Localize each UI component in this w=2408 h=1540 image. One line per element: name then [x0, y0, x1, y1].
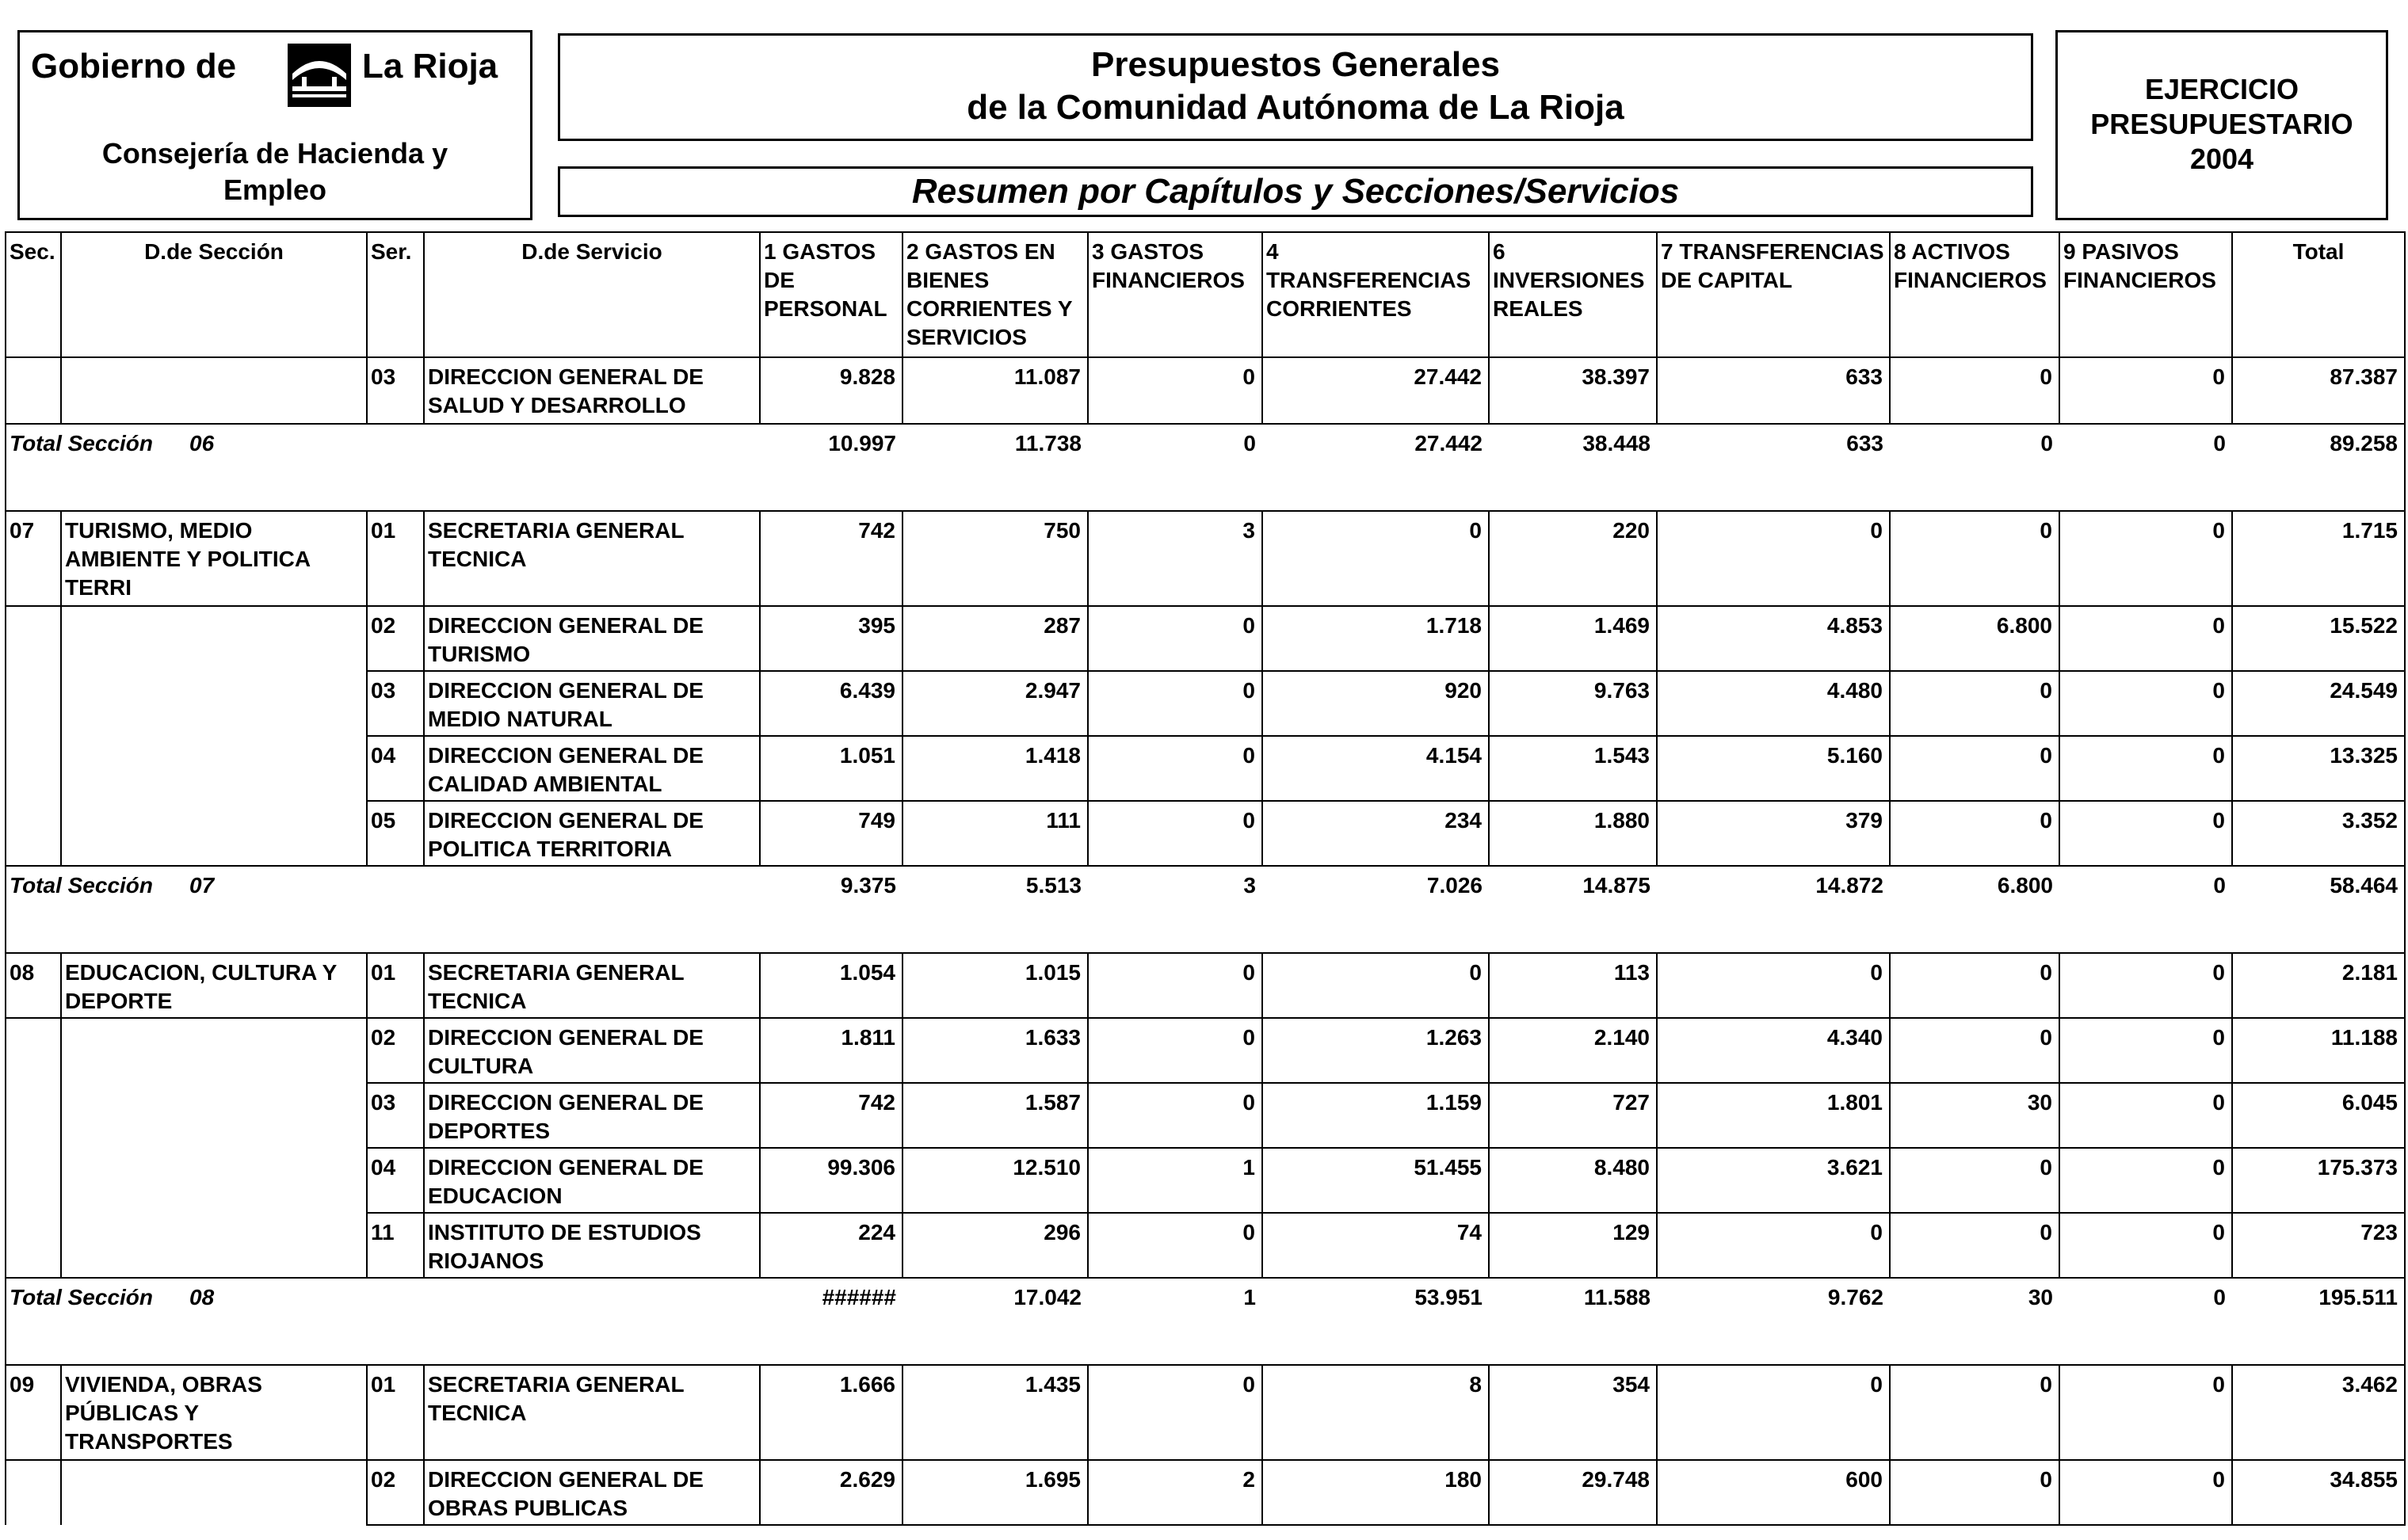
- cell-c4: 180: [1262, 1460, 1489, 1525]
- cell-c2: 1.633: [903, 1018, 1088, 1083]
- cell-c4: 920: [1262, 671, 1489, 736]
- table-row: [6, 357, 2405, 424]
- total-section-row: [6, 866, 2405, 953]
- cell-c3: 1: [1088, 1148, 1262, 1213]
- cell-c1: 1.666: [760, 1365, 903, 1460]
- cell-c6: 1.880: [1489, 801, 1657, 866]
- cell-ser: 03: [367, 671, 424, 736]
- cell-c8: 0: [1890, 1018, 2059, 1083]
- ejercicio-year: 2004: [2189, 143, 2254, 175]
- col-header-total: Total: [2232, 232, 2405, 357]
- table-row: [6, 1460, 2405, 1525]
- cell-c4: 1.263: [1262, 1018, 1489, 1083]
- cell-c6: 113: [1489, 953, 1657, 1018]
- total-cell-c2: 5.513: [903, 866, 1088, 953]
- table-row: [6, 1018, 2405, 1083]
- cell-dsec: [61, 1460, 367, 1525]
- cell-c7: 600: [1657, 1460, 1890, 1525]
- cell-c3: 0: [1088, 736, 1262, 801]
- cell-total: 175.373: [2232, 1148, 2405, 1213]
- cell-c3: 0: [1088, 1365, 1262, 1460]
- cell-c7: 633: [1657, 357, 1890, 424]
- cell-c8: 0: [1890, 357, 2059, 424]
- cell-dsec: [61, 1148, 367, 1213]
- cell-dsec: [61, 357, 367, 424]
- ejercicio-line1: EJERCICIO: [2144, 73, 2299, 105]
- total-section-number: 08: [189, 1285, 215, 1309]
- col-header-dser: D.de Servicio: [424, 232, 760, 357]
- cell-c1: 1.054: [760, 953, 903, 1018]
- cell-ser: 01: [367, 953, 424, 1018]
- total-section-number: 07: [189, 873, 215, 898]
- total-cell-c9: 0: [2059, 866, 2232, 953]
- cell-c3: 2: [1088, 1460, 1262, 1525]
- col-header-c2: 2 GASTOS EN BIENES CORRIENTES Y SERVICIOS: [903, 232, 1088, 357]
- cell-c9: 0: [2059, 1365, 2232, 1460]
- total-section-number: 06: [189, 431, 215, 456]
- cell-c1: 224: [760, 1213, 903, 1278]
- cell-total: 3.352: [2232, 801, 2405, 866]
- total-cell-c3: 1: [1088, 1278, 1262, 1365]
- cell-sec: [6, 1083, 61, 1148]
- total-cell-c9: 0: [2059, 424, 2232, 511]
- cell-dsec: [61, 1018, 367, 1083]
- table-row: [6, 953, 2405, 1018]
- cell-c4: 51.455: [1262, 1148, 1489, 1213]
- cell-dsec: [61, 1083, 367, 1148]
- la-rioja-label: La Rioja: [362, 47, 498, 86]
- cell-c3: 0: [1088, 1018, 1262, 1083]
- cell-dser: DIRECCION GENERAL DE OBRAS PUBLICAS: [424, 1460, 760, 1525]
- total-cell-c9: 0: [2059, 1278, 2232, 1365]
- cell-c2: 1.418: [903, 736, 1088, 801]
- cell-c2: 296: [903, 1213, 1088, 1278]
- cell-c2: 1.015: [903, 953, 1088, 1018]
- total-cell-c2: 17.042: [903, 1278, 1088, 1365]
- table-row: [6, 511, 2405, 606]
- cell-c7: 1.801: [1657, 1083, 1890, 1148]
- cell-c4: 1.159: [1262, 1083, 1489, 1148]
- cell-c2: 1.695: [903, 1460, 1088, 1525]
- cell-c6: 354: [1489, 1365, 1657, 1460]
- cell-c9: 0: [2059, 357, 2232, 424]
- total-cell-c6: 14.875: [1489, 866, 1657, 953]
- cell-c1: 749: [760, 801, 903, 866]
- cell-dsec: [61, 606, 367, 671]
- document-subtitle-box: [558, 166, 2033, 217]
- cell-c6: 1.543: [1489, 736, 1657, 801]
- cell-sec: [6, 606, 61, 671]
- total-label-text: Total Sección: [10, 873, 154, 898]
- cell-ser: 01: [367, 511, 424, 606]
- cell-dser: DIRECCION GENERAL DE DEPORTES: [424, 1083, 760, 1148]
- total-section-label: [6, 866, 760, 953]
- total-cell-c3: 3: [1088, 866, 1262, 953]
- cell-total: 6.045: [2232, 1083, 2405, 1148]
- cell-sec: [6, 357, 61, 424]
- consejeria-line1: Consejería de Hacienda y: [101, 137, 448, 170]
- ejercicio-label: [2058, 72, 2386, 177]
- cell-c9: 0: [2059, 801, 2232, 866]
- col-header-c6: 6 INVERSIONES REALES: [1489, 232, 1657, 357]
- col-header-dsec: D.de Sección: [61, 232, 367, 357]
- total-cell-c4: 27.442: [1262, 424, 1489, 511]
- cell-c1: 6.439: [760, 671, 903, 736]
- cell-total: 87.387: [2232, 357, 2405, 424]
- header-gobierno-box: [17, 30, 532, 220]
- cell-c1: 2.629: [760, 1460, 903, 1525]
- cell-ser: 01: [367, 1365, 424, 1460]
- cell-c9: 0: [2059, 1018, 2232, 1083]
- cell-dsec: [61, 1213, 367, 1278]
- cell-c3: 0: [1088, 801, 1262, 866]
- total-cell-c6: 38.448: [1489, 424, 1657, 511]
- cell-c3: 0: [1088, 606, 1262, 671]
- cell-c9: 0: [2059, 671, 2232, 736]
- cell-dser: SECRETARIA GENERAL TECNICA: [424, 953, 760, 1018]
- cell-c9: 0: [2059, 736, 2232, 801]
- cell-dser: DIRECCION GENERAL DE POLITICA TERRITORIA: [424, 801, 760, 866]
- gobierno-label: Gobierno de: [31, 47, 237, 86]
- cell-c9: 0: [2059, 953, 2232, 1018]
- cell-c6: 2.140: [1489, 1018, 1657, 1083]
- cell-ser: 03: [367, 357, 424, 424]
- ejercicio-box: [2055, 30, 2388, 220]
- cell-c2: 11.087: [903, 357, 1088, 424]
- cell-c1: 395: [760, 606, 903, 671]
- total-cell-c4: 7.026: [1262, 866, 1489, 953]
- cell-dser: DIRECCION GENERAL DE MEDIO NATURAL: [424, 671, 760, 736]
- cell-sec: [6, 1213, 61, 1278]
- cell-c2: 287: [903, 606, 1088, 671]
- cell-dser: DIRECCION GENERAL DE TURISMO: [424, 606, 760, 671]
- cell-ser: 05: [367, 801, 424, 866]
- cell-c9: 0: [2059, 606, 2232, 671]
- cell-sec: [6, 1018, 61, 1083]
- cell-total: 3.462: [2232, 1365, 2405, 1460]
- cell-sec: 09: [6, 1365, 61, 1460]
- col-header-ser: Ser.: [367, 232, 424, 357]
- col-header-c8: 8 ACTIVOS FINANCIEROS: [1890, 232, 2059, 357]
- cell-c8: 0: [1890, 511, 2059, 606]
- cell-c2: 1.587: [903, 1083, 1088, 1148]
- total-cell-total: 195.511: [2232, 1278, 2405, 1365]
- cell-c6: 727: [1489, 1083, 1657, 1148]
- cell-c9: 0: [2059, 511, 2232, 606]
- cell-c4: 8: [1262, 1365, 1489, 1460]
- cell-total: 24.549: [2232, 671, 2405, 736]
- cell-c7: 0: [1657, 511, 1890, 606]
- cell-c4: 27.442: [1262, 357, 1489, 424]
- cell-c8: 0: [1890, 801, 2059, 866]
- total-section-row: [6, 424, 2405, 511]
- col-header-sec: Sec.: [6, 232, 61, 357]
- total-cell-c3: 0: [1088, 424, 1262, 511]
- total-cell-c1: ######: [760, 1278, 903, 1365]
- cell-c3: 0: [1088, 1083, 1262, 1148]
- cell-ser: 04: [367, 736, 424, 801]
- cell-c7: 0: [1657, 1213, 1890, 1278]
- total-cell-c7: 633: [1657, 424, 1890, 511]
- cell-c1: 9.828: [760, 357, 903, 424]
- cell-c9: 0: [2059, 1148, 2232, 1213]
- total-section-label: [6, 424, 760, 511]
- cell-dsec: [61, 671, 367, 736]
- table-row: [6, 606, 2405, 671]
- total-cell-c7: 9.762: [1657, 1278, 1890, 1365]
- cell-sec: [6, 671, 61, 736]
- cell-c8: 0: [1890, 736, 2059, 801]
- cell-dser: DIRECCION GENERAL DE CULTURA: [424, 1018, 760, 1083]
- cell-c8: 6.800: [1890, 606, 2059, 671]
- total-cell-c8: 0: [1890, 424, 2059, 511]
- cell-c8: 0: [1890, 1213, 2059, 1278]
- cell-c7: 0: [1657, 953, 1890, 1018]
- cell-c2: 12.510: [903, 1148, 1088, 1213]
- budget-table: [5, 231, 2406, 1526]
- cell-total: 2.181: [2232, 953, 2405, 1018]
- cell-ser: 02: [367, 1018, 424, 1083]
- cell-c4: 0: [1262, 511, 1489, 606]
- document-title-box: [558, 33, 2033, 141]
- table-row: [6, 1148, 2405, 1213]
- cell-c3: 0: [1088, 1213, 1262, 1278]
- cell-total: 1.715: [2232, 511, 2405, 606]
- cell-c7: 3.621: [1657, 1148, 1890, 1213]
- cell-dser: INSTITUTO DE ESTUDIOS RIOJANOS: [424, 1213, 760, 1278]
- table-row: [6, 1083, 2405, 1148]
- cell-c1: 1.051: [760, 736, 903, 801]
- cell-c2: 111: [903, 801, 1088, 866]
- cell-c9: 0: [2059, 1083, 2232, 1148]
- total-cell-c8: 30: [1890, 1278, 2059, 1365]
- cell-c8: 0: [1890, 1365, 2059, 1460]
- cell-c4: 74: [1262, 1213, 1489, 1278]
- table-row: [6, 671, 2405, 736]
- cell-c9: 0: [2059, 1213, 2232, 1278]
- total-cell-c8: 6.800: [1890, 866, 2059, 953]
- cell-dsec: TURISMO, MEDIO AMBIENTE Y POLITICA TERRI: [61, 511, 367, 606]
- cell-c4: 234: [1262, 801, 1489, 866]
- total-label-text: Total Sección: [10, 1285, 154, 1309]
- total-cell-c7: 14.872: [1657, 866, 1890, 953]
- table-row: [6, 1365, 2405, 1460]
- cell-c6: 9.763: [1489, 671, 1657, 736]
- col-header-c9: 9 PASIVOS FINANCIEROS: [2059, 232, 2232, 357]
- la-rioja-logo-icon: [286, 42, 353, 109]
- cell-c8: 0: [1890, 1460, 2059, 1525]
- cell-ser: 11: [367, 1213, 424, 1278]
- total-cell-c1: 9.375: [760, 866, 903, 953]
- subtitle: Resumen por Capítulos y Secciones/Servicios: [911, 172, 1680, 211]
- cell-c8: 0: [1890, 1148, 2059, 1213]
- total-cell-c6: 11.588: [1489, 1278, 1657, 1365]
- table-row: [6, 1213, 2405, 1278]
- cell-ser: 02: [367, 1460, 424, 1525]
- total-cell-c1: 10.997: [760, 424, 903, 511]
- cell-c1: 1.811: [760, 1018, 903, 1083]
- cell-c2: 1.435: [903, 1365, 1088, 1460]
- cell-c7: 4.340: [1657, 1018, 1890, 1083]
- cell-sec: 08: [6, 953, 61, 1018]
- consejeria-label: [20, 135, 530, 208]
- total-section-label: [6, 1278, 760, 1365]
- consejeria-line2: Empleo: [223, 173, 327, 206]
- cell-dser: SECRETARIA GENERAL TECNICA: [424, 1365, 760, 1460]
- cell-ser: 04: [367, 1148, 424, 1213]
- cell-c4: 4.154: [1262, 736, 1489, 801]
- total-section-row: [6, 1278, 2405, 1365]
- cell-c4: 0: [1262, 953, 1489, 1018]
- cell-sec: [6, 1460, 61, 1525]
- cell-dsec: [61, 736, 367, 801]
- cell-total: 723: [2232, 1213, 2405, 1278]
- cell-total: 11.188: [2232, 1018, 2405, 1083]
- cell-c1: 742: [760, 1083, 903, 1148]
- cell-dsec: VIVIENDA, OBRAS PÚBLICAS Y TRANSPORTES: [61, 1365, 367, 1460]
- table-row: [6, 801, 2405, 866]
- cell-sec: 07: [6, 511, 61, 606]
- cell-c6: 220: [1489, 511, 1657, 606]
- cell-c3: 0: [1088, 671, 1262, 736]
- title-line2: de la Comunidad Autónoma de La Rioja: [967, 88, 1624, 127]
- cell-dser: DIRECCION GENERAL DE EDUCACION: [424, 1148, 760, 1213]
- cell-c2: 750: [903, 511, 1088, 606]
- cell-sec: [6, 801, 61, 866]
- col-header-c1: 1 GASTOS DE PERSONAL: [760, 232, 903, 357]
- cell-c1: 99.306: [760, 1148, 903, 1213]
- cell-c3: 0: [1088, 357, 1262, 424]
- cell-ser: 03: [367, 1083, 424, 1148]
- cell-c6: 129: [1489, 1213, 1657, 1278]
- cell-c3: 0: [1088, 953, 1262, 1018]
- cell-total: 15.522: [2232, 606, 2405, 671]
- cell-c7: 4.480: [1657, 671, 1890, 736]
- cell-c6: 8.480: [1489, 1148, 1657, 1213]
- ejercicio-line2: PRESUPUESTARIO: [2090, 108, 2353, 140]
- col-header-c4: 4 TRANSFERENCIAS CORRIENTES: [1262, 232, 1489, 357]
- cell-c4: 1.718: [1262, 606, 1489, 671]
- cell-total: 34.855: [2232, 1460, 2405, 1525]
- cell-c2: 2.947: [903, 671, 1088, 736]
- cell-c6: 1.469: [1489, 606, 1657, 671]
- cell-c1: 742: [760, 511, 903, 606]
- cell-c8: 30: [1890, 1083, 2059, 1148]
- cell-dser: DIRECCION GENERAL DE SALUD Y DESARROLLO: [424, 357, 760, 424]
- cell-c8: 0: [1890, 671, 2059, 736]
- cell-c3: 3: [1088, 511, 1262, 606]
- col-header-c3: 3 GASTOS FINANCIEROS: [1088, 232, 1262, 357]
- cell-c7: 0: [1657, 1365, 1890, 1460]
- cell-c7: 379: [1657, 801, 1890, 866]
- cell-total: 13.325: [2232, 736, 2405, 801]
- cell-sec: [6, 736, 61, 801]
- cell-ser: 02: [367, 606, 424, 671]
- total-cell-c4: 53.951: [1262, 1278, 1489, 1365]
- table-row: [6, 736, 2405, 801]
- cell-c9: 0: [2059, 1460, 2232, 1525]
- total-label-text: Total Sección: [10, 431, 154, 456]
- table-header-row: [6, 232, 2405, 357]
- total-cell-total: 89.258: [2232, 424, 2405, 511]
- col-header-c7: 7 TRANSFERENCIAS DE CAPITAL: [1657, 232, 1890, 357]
- cell-c6: 29.748: [1489, 1460, 1657, 1525]
- total-cell-total: 58.464: [2232, 866, 2405, 953]
- cell-dsec: EDUCACION, CULTURA Y DEPORTE: [61, 953, 367, 1018]
- cell-c7: 5.160: [1657, 736, 1890, 801]
- cell-dsec: [61, 801, 367, 866]
- title-line1: Presupuestos Generales: [1090, 45, 1500, 84]
- cell-dser: DIRECCION GENERAL DE CALIDAD AMBIENTAL: [424, 736, 760, 801]
- total-cell-c2: 11.738: [903, 424, 1088, 511]
- cell-c6: 38.397: [1489, 357, 1657, 424]
- cell-c8: 0: [1890, 953, 2059, 1018]
- cell-sec: [6, 1148, 61, 1213]
- cell-c7: 4.853: [1657, 606, 1890, 671]
- cell-dser: SECRETARIA GENERAL TECNICA: [424, 511, 760, 606]
